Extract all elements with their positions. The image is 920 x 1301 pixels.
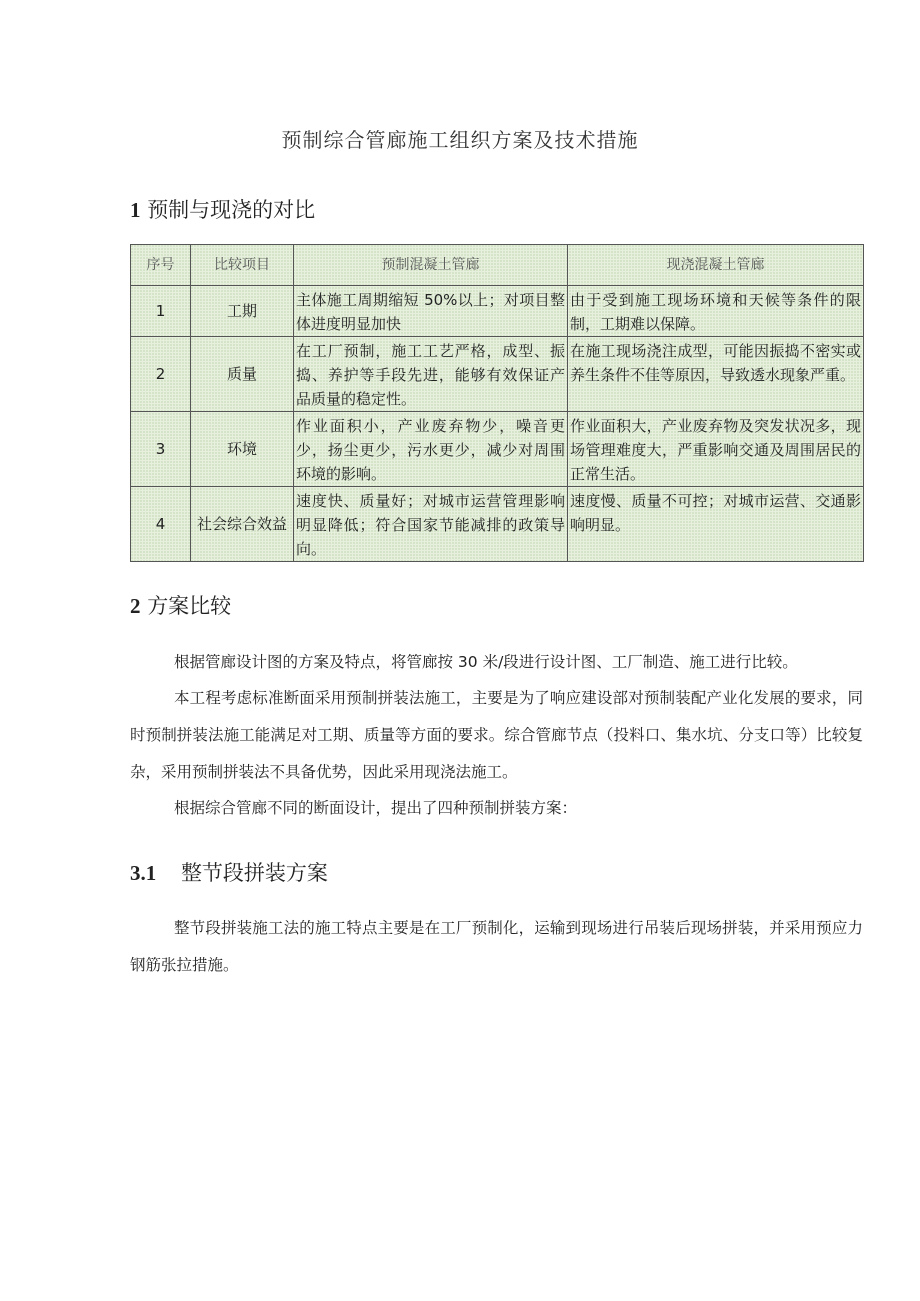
section-3-1-title: 整节段拼装方案: [180, 861, 328, 885]
section-1-heading: [130, 194, 315, 224]
row-cast-in-place: 在施工现场浇注成型，可能因振捣不密实或养生条件不佳等原因，导致透水现象严重。: [568, 337, 864, 412]
section-3-1-paragraph: 整节段拼装施工法的施工特点主要是在工厂预制化，运输到现场进行吊装后现场拼装，并采用预应力钢筋张拉措施。: [130, 919, 863, 974]
section-3-1-number: 3.1: [130, 861, 157, 885]
row-prefab: 在工厂预制，施工工艺严格，成型、振捣、养护等手段先进，能够有效保证产品质量的稳定性。: [294, 337, 568, 412]
row-item: 环境: [191, 412, 294, 487]
comparison-table: [130, 244, 864, 562]
table-row: [131, 337, 864, 412]
row-prefab: 作业面积小，产业废弃物少，噪音更少，扬尘更少，污水更少，减少对周围环境的影响。: [294, 412, 568, 487]
header-cast-in-place: 现浇混凝土管廊: [568, 245, 864, 286]
section-1-number: 1: [130, 198, 141, 222]
section-1-title: 预制与现浇的对比: [147, 198, 316, 222]
row-index: 4: [131, 487, 191, 562]
table-header-row: [131, 245, 864, 286]
header-index: 序号: [131, 245, 191, 286]
section-3-1-heading: [130, 857, 328, 887]
section-2-title: 方案比较: [147, 594, 232, 618]
section-2-heading: [130, 590, 231, 620]
section-2-paragraph-3: 根据综合管廊不同的断面设计，提出了四种预制拼装方案：: [174, 799, 578, 817]
section-2-number: 2: [130, 594, 141, 618]
table-row: [131, 286, 864, 337]
row-index: 1: [131, 286, 191, 337]
row-item: 工期: [191, 286, 294, 337]
header-item: 比较项目: [191, 245, 294, 286]
row-index: 3: [131, 412, 191, 487]
row-cast-in-place: 作业面积大，产业废弃物及突发状况多，现场管理难度大，严重影响交通及周围居民的正常生活。: [568, 412, 864, 487]
table-row: [131, 487, 864, 562]
row-item: 质量: [191, 337, 294, 412]
row-item: 社会综合效益: [191, 487, 294, 562]
section-2-paragraph-1: 根据管廊设计图的方案及特点，将管廊按 30 米/段进行设计图、工厂制造、施工进行比较。: [174, 653, 798, 671]
section-2-paragraph-2: 本工程考虑标准断面采用预制拼装法施工，主要是为了响应建设部对预制装配产业化发展的要求，同时预制拼装法施工能满足对工期、质量等方面的要求。综合管廊节点（投料口、集水坑、分支口等）比较复杂，采用预制拼装法不具备优势，因此采用现浇法施工。: [130, 689, 863, 781]
document-title: 预制综合管廊施工组织方案及技术措施: [281, 128, 639, 152]
row-cast-in-place: 由于受到施工现场环境和天候等条件的限制，工期难以保障。: [568, 286, 864, 337]
row-cast-in-place: 速度慢、质量不可控；对城市运营、交通影响明显。: [568, 487, 864, 562]
table-row: [131, 412, 864, 487]
row-index: 2: [131, 337, 191, 412]
row-prefab: 主体施工周期缩短 50%以上；对项目整体进度明显加快: [294, 286, 568, 337]
row-prefab: 速度快、质量好；对城市运营管理影响明显降低；符合国家节能减排的政策导向。: [294, 487, 568, 562]
header-prefab: 预制混凝土管廊: [294, 245, 568, 286]
